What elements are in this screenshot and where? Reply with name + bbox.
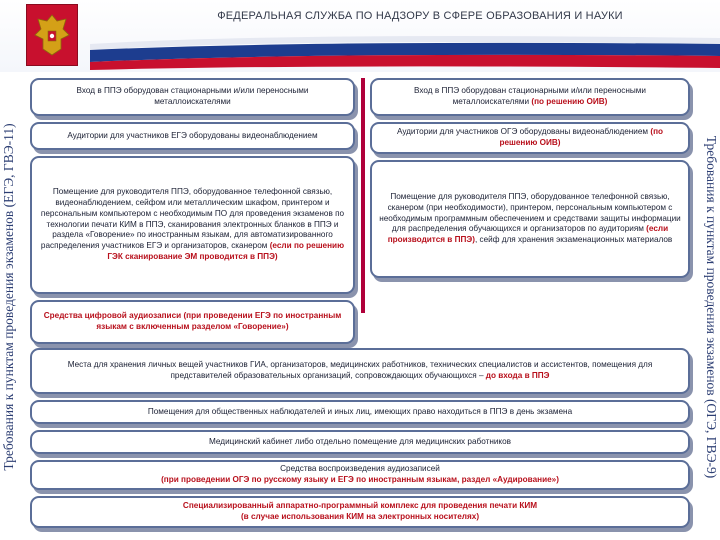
side-label-ege: Требования к пунктам проведения экзаменов (ЕГЭ, ГВЭ-11) (1, 123, 16, 471)
box-hardware-complex (30, 496, 690, 528)
box-medical (30, 430, 690, 454)
oge-staff-room-note: (если производится в ППЭ) (387, 224, 669, 245)
hardware-complex-note: (в случае использования КИМ на электронных носителях) (240, 512, 480, 521)
medical-text: Медицинский кабинет либо отдельно помещение для медицинских работников (209, 436, 511, 446)
russian-coat-of-arms-icon (26, 4, 78, 66)
header-title: ФЕДЕРАЛЬНАЯ СЛУЖБА ПО НАДЗОРУ В СФЕРЕ ОБРАЗОВАНИЯ И НАУКИ (217, 10, 623, 22)
oge-video-surveillance-text: Аудитории для участников ОГЭ оборудованы видеонаблюдением (396, 127, 649, 137)
storage-note: до входа в ППЭ (485, 371, 550, 380)
oge-staff-room-content (378, 192, 682, 246)
header (0, 0, 720, 72)
oge-metal-detectors-text: Вход в ППЭ оборудован стационарными и/или переносными металлоискателями (414, 86, 646, 106)
box-oge-staff-room (370, 160, 690, 278)
oge-metal-detectors-note: (по решению ОИВ) (531, 97, 608, 106)
oge-video-surveillance-note: (по решению ОИВ) (499, 127, 664, 147)
box-observers (30, 400, 690, 424)
oge-metal-detectors-content (378, 86, 682, 108)
box-oge-metal-detectors (370, 78, 690, 116)
oge-video-surveillance-content (378, 127, 682, 149)
observers-text: Помещения для общественных наблюдателей и иных лиц, имеющих право находиться в ППЭ в день экзамена (147, 406, 573, 416)
box-oge-video-surveillance (370, 122, 690, 154)
column-divider (361, 78, 365, 313)
audio-playback-note: (при проведении ОГЭ по русскому языку и ЕГЭ по иностранным языкам, раздел «Аудирование») (161, 475, 559, 484)
box-ege-audio-recording (30, 300, 355, 344)
hardware-complex-content (183, 501, 537, 523)
hardware-complex-title: Специализированный аппаратно-программный комплекс для проведения печати КИМ (182, 501, 538, 511)
audio-playback-title: Средства воспроизведения аудиозаписей (280, 464, 440, 474)
ege-staff-room-content (38, 187, 347, 263)
box-audio-playback (30, 460, 690, 490)
oge-staff-room-text: Помещение для руководителя ППЭ, оборудованное телефонной связью, сканером (при необходимости), принтером, персональным компьютером с необходимым программным обеспечением и средствами защиты информации для распределения обучающихся и организаторов по аудиториям (379, 192, 681, 234)
storage-text: Места для хранения личных вещей участников ГИА, организаторов, медицинских работников, технических специалистов и ассистентов, помещения для представителей образовательных организаций, сопровождающих обучающихся – (67, 360, 653, 380)
ege-staff-room-note: (если по решению ГЭК сканирование ЭМ проводится в ППЭ) (107, 241, 345, 261)
flag-band (90, 30, 720, 70)
oge-staff-room-tail: , сейф для хранения экзаменационных материалов (474, 235, 673, 245)
box-ege-metal-detectors (30, 78, 355, 116)
side-label-oge: Требования к пунктам проведения экзаменов (ОГЭ, ГВЭ-9) (704, 135, 719, 479)
storage-content (38, 360, 682, 382)
box-ege-staff-room (30, 156, 355, 294)
ege-video-surveillance-text: Аудитории для участников ЕГЭ оборудованы видеонаблюдением (67, 130, 318, 140)
box-ege-video-surveillance (30, 122, 355, 150)
ege-audio-recording-text: Средства цифровой аудиозаписи (при проведении ЕГЭ по иностранным языкам с включенным разделом «Говорение») (43, 311, 342, 331)
audio-playback-content (161, 464, 559, 486)
box-storage (30, 348, 690, 394)
ege-staff-room-text: Помещение для руководителя ППЭ, оборудованное телефонной связью, видеонаблюдением, сейфом или металлическим шкафом, принтером и персональным компьютером с необходимым ПО для проведения экзаменов по технологии печати КИМ в ППЭ, сканирования электронных бланков в ППЭ и раздела «Говорение» по иностранным языкам, для автоматизированного распределения участников ЕГЭ и организаторов, сканером (40, 187, 345, 251)
ege-metal-detectors-text: Вход в ППЭ оборудован стационарными и/или переносными металлоискателями (76, 86, 309, 106)
